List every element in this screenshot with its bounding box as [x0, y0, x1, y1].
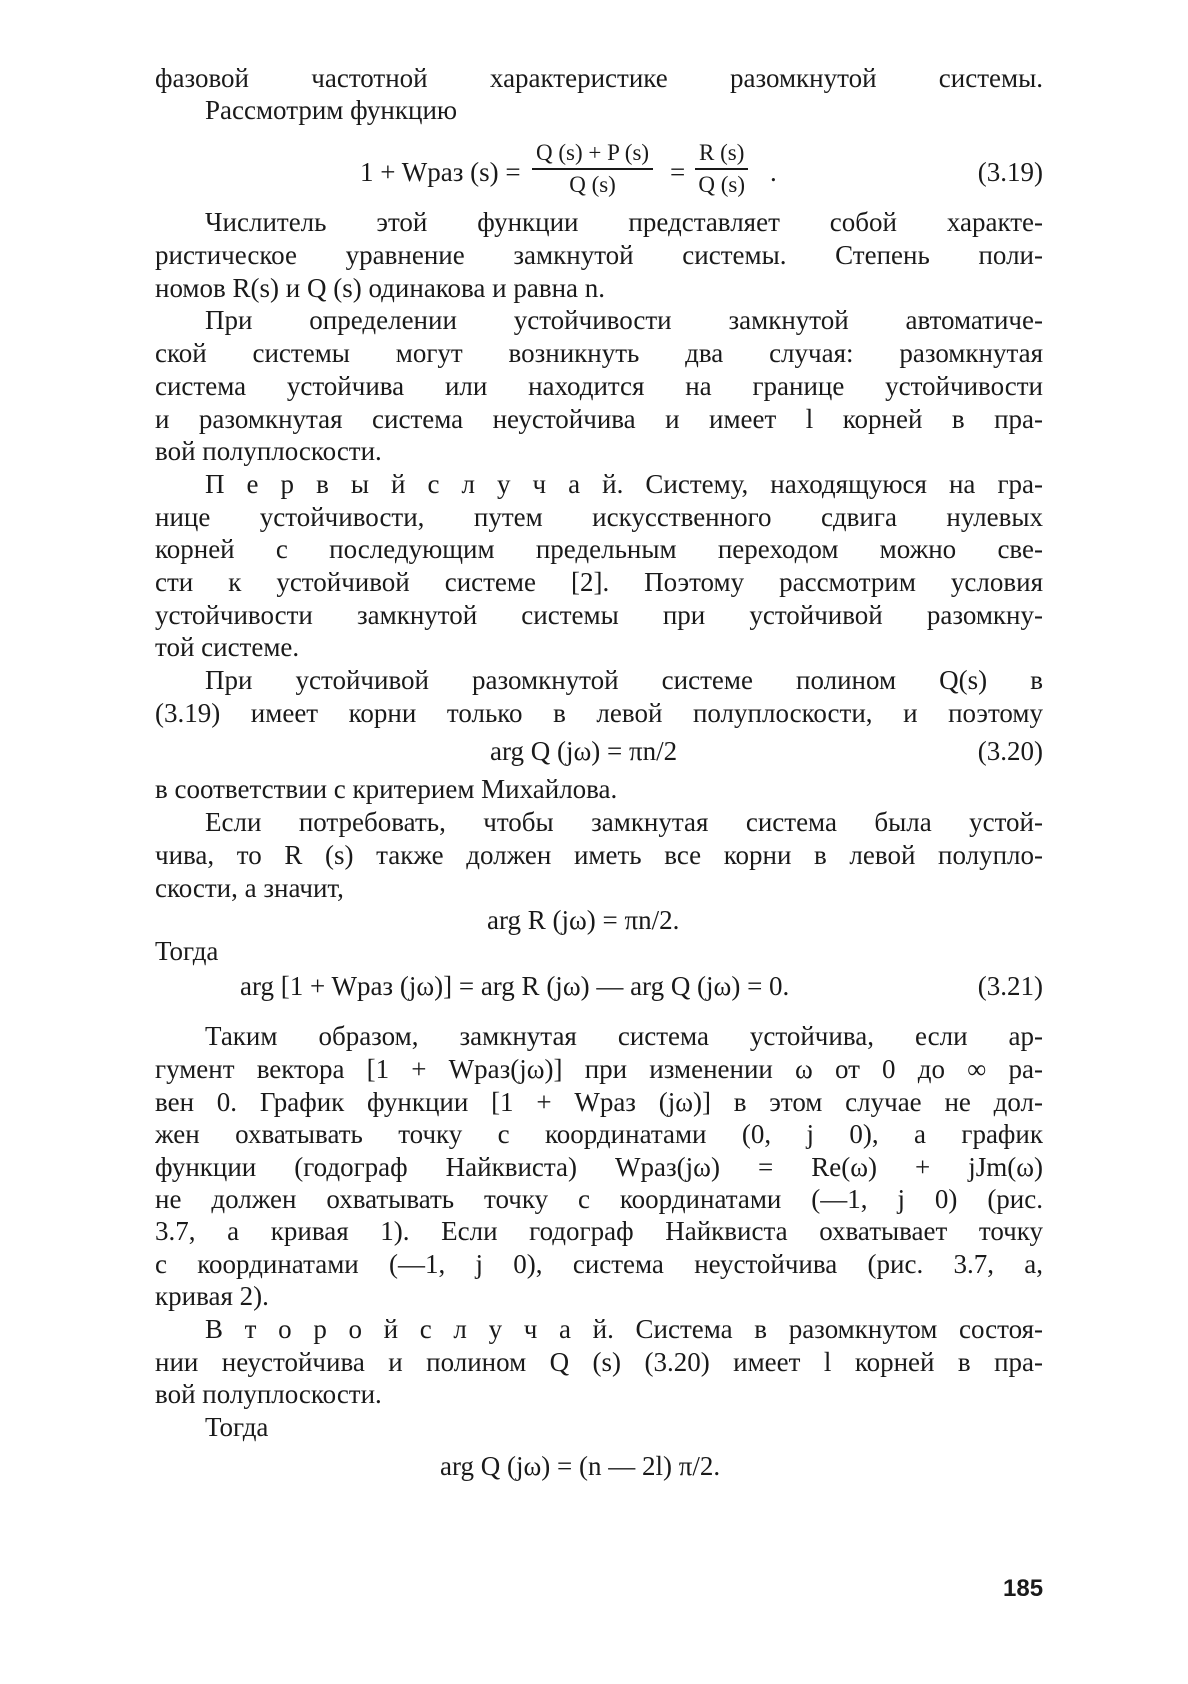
text-line: сти к устойчивой системе [2]. Поэтому рассмотрим условия [155, 567, 1043, 597]
text-line: 3.7, а кривая 1). Если годограф Найквиста охватывает точку [155, 1216, 1043, 1246]
text-line: (3.19) имеет корни только в левой полуплоскости, и поэтому [155, 698, 1043, 728]
text-line: система устойчива или находится на границе устойчивости [155, 371, 1043, 401]
eq-3-19-denominator-1: Q (s) [569, 172, 616, 197]
eq-3-19-numerator-1: Q (s) + P (s) [532, 138, 653, 170]
text-line: чива, то R (s) также должен иметь все корни в левой полупло- [155, 840, 1043, 870]
eq-3-19-period: . [770, 157, 777, 187]
text-line: Тогда [155, 936, 219, 966]
text-line: При устойчивой разомкнутой системе полином Q(s) в [205, 665, 1043, 695]
text-line: устойчивости замкнутой системы при устойчивой разомкну- [155, 600, 1043, 630]
text-line: функции (годограф Найквиста) Wраз(jω) = Re(ω) + jJm(ω) [155, 1152, 1043, 1182]
text-line: вой полуплоскости. [155, 1379, 382, 1409]
text-line: фазовой частотной характеристике разомкнутой системы. [155, 63, 1043, 93]
eq-3-19-lhs: 1 + Wраз (s) = [360, 157, 521, 187]
text-line: П е р в ы й с л у ч а й. Систему, находящуюся на гра- [205, 469, 1043, 499]
text-line: Числитель этой функции представляет собой характе- [205, 207, 1043, 237]
eq-3-19-numerator-2: R (s) [695, 138, 748, 170]
text-line: и разомкнутая система неустойчива и имеет l корней в пра- [155, 404, 1043, 434]
text-line: Таким образом, замкнутая система устойчива, если ар- [205, 1021, 1043, 1051]
text-line: При определении устойчивости замкнутой автоматиче- [205, 305, 1043, 335]
text-line: корней с последующим предельным переходом можно све- [155, 534, 1043, 564]
equation-3-21: arg [1 + Wраз (jω)] = arg R (jω) — arg Q (jω) = 0. [240, 971, 790, 1001]
equation-3-20: arg Q (jω) = πn/2 [490, 736, 678, 766]
equation-3-19 [360, 138, 860, 218]
equation-arg-r: arg R (jω) = πn/2. [487, 905, 680, 935]
text-line: кривая 2). [155, 1281, 269, 1311]
text-line: гумент вектора [1 + Wраз(jω)] при изменении ω от 0 до ∞ ра- [155, 1054, 1043, 1084]
text-line: Рассмотрим функцию [205, 95, 458, 125]
text-line: ской системы могут возникнуть два случая: разомкнутая [155, 338, 1043, 368]
eq-number-3-20: (3.20) [977, 736, 1043, 766]
equation-last: arg Q (jω) = (n — 2l) π/2. [440, 1451, 721, 1481]
text-line: вен 0. График функции [1 + Wраз (jω)] в этом случае не дол- [155, 1087, 1043, 1117]
page-number: 185 [1003, 1575, 1044, 1602]
eq-3-19-fraction-2 [695, 138, 748, 200]
text-line: ристическое уравнение замкнутой системы. Степень поли- [155, 240, 1043, 270]
text-line: в соответствии с критерием Михайлова. [155, 774, 618, 804]
eq-number-3-19: (3.19) [977, 157, 1043, 187]
text-line: жен охватывать точку с координатами (0, j 0), а график [155, 1119, 1043, 1149]
text-line: Тогда [205, 1412, 269, 1442]
text-line: нице устойчивости, путем искусственного сдвига нулевых [155, 502, 1043, 532]
eq-3-19-fraction-1 [532, 138, 653, 200]
eq-3-19-equals: = [670, 157, 686, 187]
text-line: не должен охватывать точку с координатами (—1, j 0) (рис. [155, 1184, 1043, 1214]
text-line: скости, а значит, [155, 873, 344, 903]
text-line: В т о р о й с л у ч а й. Система в разомкнутом состоя- [205, 1314, 1043, 1344]
text-line: вой полуплоскости. [155, 436, 382, 466]
text-line: той системе. [155, 632, 300, 662]
text-line: номов R(s) и Q (s) одинакова и равна n. [155, 273, 606, 303]
text-line: с координатами (—1, j 0), система неустойчива (рис. 3.7, а, [155, 1249, 1043, 1279]
eq-3-19-denominator-2: Q (s) [698, 172, 745, 197]
eq-number-3-21: (3.21) [977, 971, 1043, 1001]
text-line: нии неустойчива и полином Q (s) (3.20) имеет l корней в пра- [155, 1347, 1043, 1377]
text-line: Если потребовать, чтобы замкнутая система была устой- [205, 807, 1043, 837]
